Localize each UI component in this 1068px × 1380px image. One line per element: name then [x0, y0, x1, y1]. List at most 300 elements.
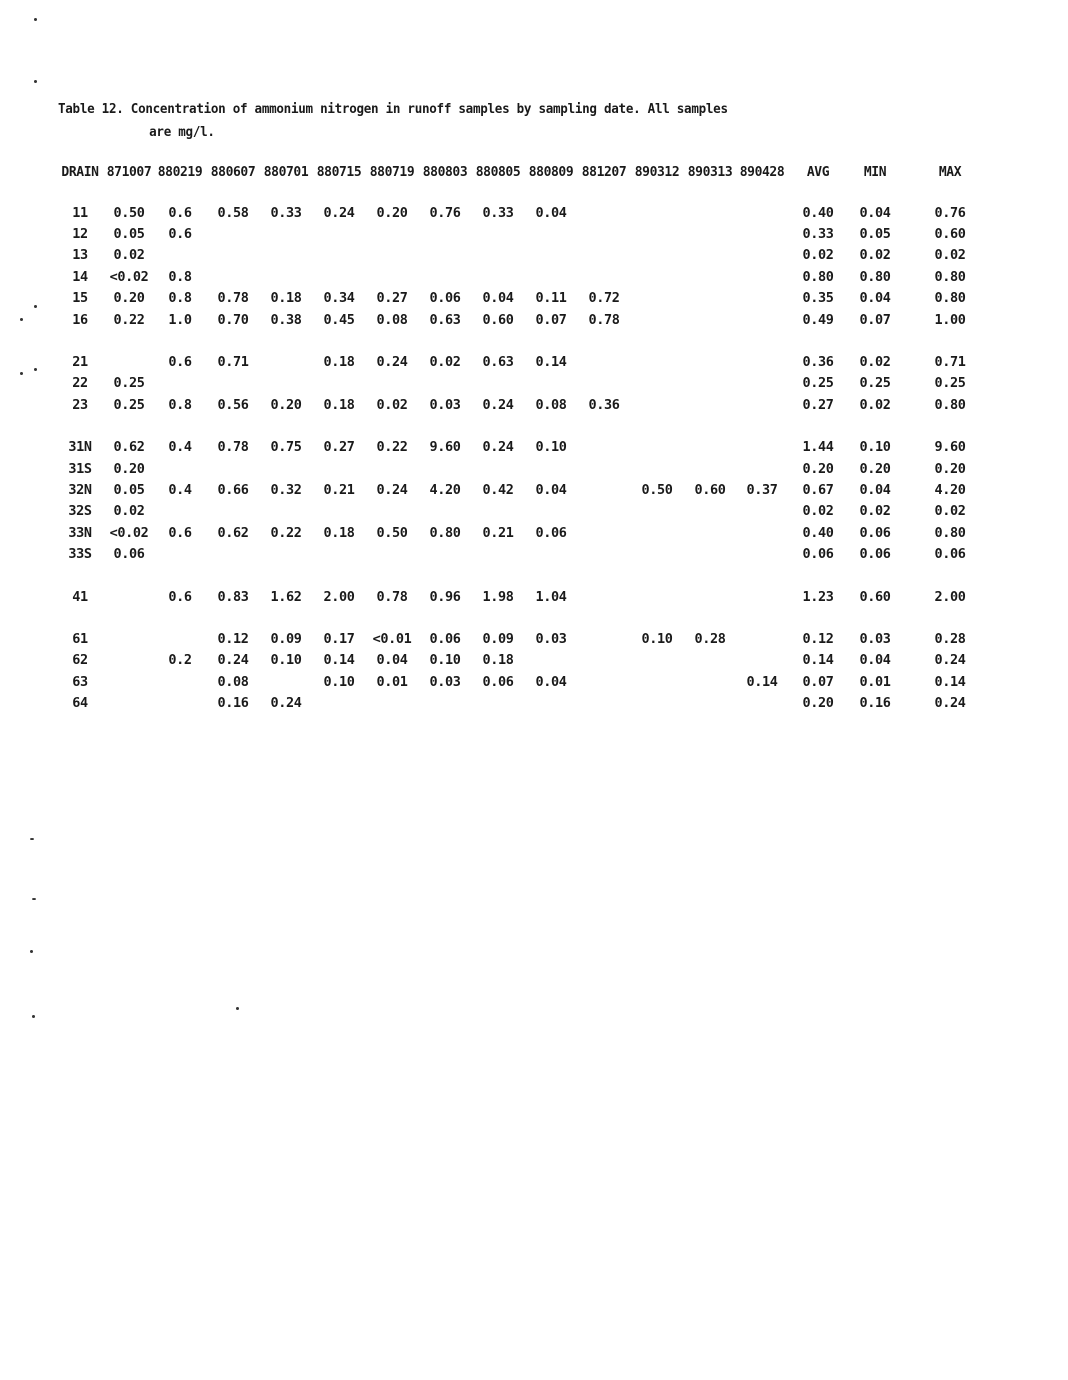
drain-id-cell: 62	[72, 652, 88, 669]
scan-speck	[20, 318, 23, 321]
value-cell: 0.38	[270, 311, 302, 328]
value-cell: 0.25	[113, 375, 145, 392]
column-header: 881207	[581, 164, 627, 180]
value-cell: 0.11	[535, 290, 567, 307]
table-row	[56, 522, 998, 543]
value-cell: 0.04	[482, 290, 514, 307]
value-cell: 0.83	[217, 588, 249, 605]
value-cell: 0.04	[376, 652, 408, 669]
value-cell	[736, 628, 788, 649]
caption-line-2: are mg/l.	[149, 124, 215, 140]
value-cell: 0.80	[859, 268, 891, 285]
value-cell	[684, 650, 736, 671]
value-cell: 0.24	[323, 204, 355, 221]
value-cell	[736, 692, 788, 713]
table-row	[56, 543, 998, 564]
table-row	[56, 479, 998, 500]
value-cell: 0.36	[588, 396, 620, 413]
column-header: 880607	[210, 164, 256, 180]
value-cell	[578, 479, 630, 500]
value-cell	[578, 650, 630, 671]
ammonium-nitrogen-table	[56, 160, 998, 714]
value-cell: 0.02	[934, 503, 966, 520]
table-row	[56, 373, 998, 394]
value-cell: 0.10	[641, 630, 673, 647]
value-cell: 0.24	[376, 481, 408, 498]
value-cell: 0.16	[859, 695, 891, 712]
value-cell: 0.20	[113, 460, 145, 477]
value-cell: 0.04	[859, 652, 891, 669]
spacer-cell	[56, 184, 998, 202]
table-row	[56, 223, 998, 244]
value-cell: 9.60	[429, 439, 461, 456]
value-cell: 4.20	[429, 481, 461, 498]
drain-id-cell: 31N	[68, 439, 92, 456]
value-cell	[684, 458, 736, 479]
value-cell	[418, 501, 472, 522]
value-cell: 0.28	[694, 630, 726, 647]
value-cell	[104, 671, 154, 692]
value-cell	[312, 692, 366, 713]
value-cell	[472, 543, 524, 564]
table-row	[56, 650, 998, 671]
value-cell: 0.27	[802, 396, 834, 413]
value-cell	[206, 458, 260, 479]
value-cell: 0.25	[113, 396, 145, 413]
value-cell	[366, 692, 418, 713]
value-cell: 0.45	[323, 311, 355, 328]
value-cell	[578, 245, 630, 266]
drain-id-cell: 22	[72, 375, 88, 392]
value-cell	[630, 288, 684, 309]
value-cell	[578, 351, 630, 372]
table-row	[56, 309, 998, 330]
value-cell	[630, 309, 684, 330]
value-cell	[472, 373, 524, 394]
value-cell	[206, 501, 260, 522]
value-cell: 0.28	[934, 630, 966, 647]
table-row	[56, 628, 998, 649]
value-cell: 0.80	[934, 268, 966, 285]
drain-id-cell: 32N	[68, 481, 92, 498]
value-cell: 0.42	[482, 481, 514, 498]
value-cell	[736, 501, 788, 522]
value-cell	[684, 437, 736, 458]
value-cell: 0.27	[376, 290, 408, 307]
value-cell: 0.05	[859, 226, 891, 243]
value-cell	[684, 586, 736, 607]
value-cell: 0.04	[535, 673, 567, 690]
value-cell: 0.60	[482, 311, 514, 328]
value-cell: 0.18	[323, 524, 355, 541]
value-cell: 0.03	[429, 396, 461, 413]
drain-id-cell: 63	[72, 673, 88, 690]
value-cell	[684, 202, 736, 223]
value-cell: 0.6	[168, 524, 192, 541]
value-cell: 0.67	[802, 481, 834, 498]
value-cell	[684, 522, 736, 543]
value-cell	[154, 373, 206, 394]
value-cell	[104, 692, 154, 713]
value-cell	[366, 266, 418, 287]
value-cell	[524, 266, 578, 287]
value-cell	[418, 458, 472, 479]
column-header: 890428	[739, 164, 785, 180]
value-cell	[104, 650, 154, 671]
value-cell: 0.04	[859, 204, 891, 221]
value-cell	[366, 458, 418, 479]
column-header: MIN	[863, 164, 887, 180]
table-row	[56, 692, 998, 713]
value-cell: 0.72	[588, 290, 620, 307]
value-cell	[630, 223, 684, 244]
value-cell	[684, 501, 736, 522]
value-cell	[260, 458, 312, 479]
value-cell	[260, 543, 312, 564]
column-header: 880805	[475, 164, 521, 180]
value-cell	[260, 266, 312, 287]
value-cell: 0.6	[168, 204, 192, 221]
value-cell	[312, 543, 366, 564]
value-cell: 0.78	[217, 439, 249, 456]
value-cell: 9.60	[934, 439, 966, 456]
value-cell: 0.04	[859, 481, 891, 498]
value-cell: 1.23	[802, 588, 834, 605]
value-cell: 0.78	[217, 290, 249, 307]
scan-speck	[34, 18, 37, 21]
value-cell: 0.18	[323, 396, 355, 413]
value-cell	[578, 223, 630, 244]
value-cell	[366, 501, 418, 522]
table-row	[56, 288, 998, 309]
scan-speck	[20, 372, 23, 375]
value-cell: 0.49	[802, 311, 834, 328]
value-cell: 0.20	[376, 204, 408, 221]
value-cell	[154, 501, 206, 522]
value-cell	[578, 266, 630, 287]
value-cell	[736, 309, 788, 330]
value-cell: 0.02	[859, 354, 891, 371]
value-cell: 0.14	[323, 652, 355, 669]
value-cell: 0.25	[934, 375, 966, 392]
column-header: 880809	[528, 164, 574, 180]
table-row	[56, 351, 998, 372]
value-cell: 0.01	[376, 673, 408, 690]
value-cell	[736, 458, 788, 479]
drain-id-cell: 15	[72, 290, 88, 307]
column-header: 880701	[263, 164, 309, 180]
value-cell	[736, 266, 788, 287]
value-cell	[260, 501, 312, 522]
value-cell: 0.08	[376, 311, 408, 328]
value-cell: 0.20	[113, 290, 145, 307]
value-cell: 0.80	[934, 290, 966, 307]
value-cell: 0.66	[217, 481, 249, 498]
value-cell: 0.18	[270, 290, 302, 307]
value-cell: 1.04	[535, 588, 567, 605]
value-cell: 0.08	[535, 396, 567, 413]
value-cell	[736, 288, 788, 309]
value-cell	[366, 373, 418, 394]
group-spacer	[56, 607, 998, 628]
value-cell: 0.02	[934, 247, 966, 264]
value-cell: 2.00	[323, 588, 355, 605]
scan-speck	[32, 1015, 35, 1018]
value-cell: 0.06	[934, 546, 966, 563]
value-cell: 0.96	[429, 588, 461, 605]
value-cell: 0.12	[217, 630, 249, 647]
value-cell: 0.21	[323, 481, 355, 498]
value-cell: 0.33	[270, 204, 302, 221]
table-row	[56, 394, 998, 415]
column-header: 890312	[634, 164, 680, 180]
value-cell: 0.07	[535, 311, 567, 328]
table-body	[56, 184, 998, 714]
value-cell	[260, 373, 312, 394]
value-cell	[684, 266, 736, 287]
value-cell: 0.20	[270, 396, 302, 413]
value-cell: 0.09	[270, 630, 302, 647]
value-cell: 0.18	[482, 652, 514, 669]
value-cell: 0.50	[113, 204, 145, 221]
value-cell: 0.02	[859, 503, 891, 520]
column-header: AVG	[806, 164, 830, 180]
value-cell: <0.02	[109, 524, 149, 541]
value-cell	[630, 586, 684, 607]
column-header: 880719	[369, 164, 415, 180]
value-cell	[630, 501, 684, 522]
value-cell	[418, 543, 472, 564]
column-header: 871007	[106, 164, 152, 180]
value-cell	[312, 373, 366, 394]
value-cell: 0.71	[217, 354, 249, 371]
value-cell: 0.04	[859, 290, 891, 307]
value-cell	[312, 501, 366, 522]
value-cell: 0.02	[113, 247, 145, 264]
value-cell: 1.44	[802, 439, 834, 456]
value-cell: 4.20	[934, 481, 966, 498]
value-cell	[736, 373, 788, 394]
value-cell: 0.02	[113, 503, 145, 520]
value-cell	[154, 671, 206, 692]
value-cell: 0.8	[168, 290, 192, 307]
value-cell: 0.14	[802, 652, 834, 669]
value-cell	[524, 223, 578, 244]
value-cell: 0.02	[376, 396, 408, 413]
drain-id-cell: 21	[72, 354, 88, 371]
drain-id-cell: 61	[72, 630, 88, 647]
table-row	[56, 671, 998, 692]
value-cell	[736, 586, 788, 607]
value-cell	[312, 458, 366, 479]
value-cell: 0.40	[802, 524, 834, 541]
value-cell	[578, 671, 630, 692]
table-row	[56, 266, 998, 287]
value-cell: 0.40	[802, 204, 834, 221]
value-cell	[630, 458, 684, 479]
value-cell	[472, 266, 524, 287]
scan-speck	[30, 950, 33, 953]
value-cell: 0.60	[859, 588, 891, 605]
value-cell	[630, 543, 684, 564]
drain-id-cell: 13	[72, 247, 88, 264]
value-cell	[684, 394, 736, 415]
value-cell	[366, 223, 418, 244]
group-spacer	[56, 330, 998, 351]
value-cell	[418, 692, 472, 713]
value-cell: 0.24	[934, 695, 966, 712]
value-cell: 0.10	[859, 439, 891, 456]
table-row	[56, 501, 998, 522]
value-cell	[154, 692, 206, 713]
value-cell	[578, 692, 630, 713]
table-header-row	[56, 160, 998, 184]
spacer-cell	[56, 607, 998, 628]
value-cell: 0.25	[802, 375, 834, 392]
value-cell: 1.00	[934, 311, 966, 328]
value-cell	[578, 628, 630, 649]
value-cell	[260, 245, 312, 266]
value-cell: 0.35	[802, 290, 834, 307]
value-cell: 1.62	[270, 588, 302, 605]
value-cell: 0.34	[323, 290, 355, 307]
value-cell: 0.4	[168, 481, 192, 498]
value-cell	[578, 202, 630, 223]
value-cell: 0.8	[168, 268, 192, 285]
value-cell: 0.06	[429, 290, 461, 307]
value-cell: 0.62	[113, 439, 145, 456]
value-cell: 0.78	[376, 588, 408, 605]
value-cell: <0.02	[109, 268, 149, 285]
table-row	[56, 586, 998, 607]
value-cell	[578, 458, 630, 479]
value-cell	[104, 586, 154, 607]
value-cell: 0.80	[429, 524, 461, 541]
value-cell: 0.10	[270, 652, 302, 669]
column-header: MAX	[938, 164, 962, 180]
value-cell: 0.24	[217, 652, 249, 669]
value-cell: 0.50	[641, 481, 673, 498]
value-cell	[630, 394, 684, 415]
value-cell	[260, 351, 312, 372]
scan-speck	[34, 305, 37, 308]
value-cell: 0.37	[746, 481, 778, 498]
value-cell: 0.16	[217, 695, 249, 712]
value-cell: 1.98	[482, 588, 514, 605]
drain-id-cell: 16	[72, 311, 88, 328]
value-cell	[736, 245, 788, 266]
value-cell: 0.24	[934, 652, 966, 669]
value-cell	[578, 501, 630, 522]
value-cell: 0.36	[802, 354, 834, 371]
value-cell	[630, 351, 684, 372]
value-cell: 0.20	[802, 695, 834, 712]
value-cell	[154, 245, 206, 266]
value-cell: 0.80	[934, 396, 966, 413]
drain-id-cell: 32S	[68, 503, 92, 520]
drain-id-cell: 14	[72, 268, 88, 285]
value-cell: 1.0	[168, 311, 192, 328]
value-cell: 0.20	[802, 460, 834, 477]
scan-speck	[32, 898, 36, 900]
value-cell: 0.10	[323, 673, 355, 690]
value-cell: 0.6	[168, 354, 192, 371]
value-cell	[418, 223, 472, 244]
value-cell: 0.60	[694, 481, 726, 498]
value-cell: 0.04	[535, 481, 567, 498]
value-cell: 0.24	[482, 396, 514, 413]
value-cell: 0.62	[217, 524, 249, 541]
drain-id-cell: 11	[72, 204, 88, 221]
value-cell: 0.12	[802, 630, 834, 647]
value-cell	[630, 671, 684, 692]
value-cell: 0.6	[168, 226, 192, 243]
value-cell: 0.02	[859, 247, 891, 264]
value-cell	[524, 692, 578, 713]
value-cell: 0.24	[376, 354, 408, 371]
value-cell: 0.06	[429, 630, 461, 647]
value-cell	[418, 373, 472, 394]
value-cell: 0.01	[859, 673, 891, 690]
value-cell: 0.02	[802, 503, 834, 520]
value-cell: 0.32	[270, 481, 302, 498]
value-cell	[312, 266, 366, 287]
drain-id-cell: 33S	[68, 546, 92, 563]
scan-speck	[236, 1007, 239, 1010]
value-cell	[630, 373, 684, 394]
value-cell: 0.14	[535, 354, 567, 371]
value-cell	[154, 543, 206, 564]
value-cell: 0.78	[588, 311, 620, 328]
value-cell	[736, 394, 788, 415]
value-cell: 0.25	[859, 375, 891, 392]
value-cell: 0.06	[482, 673, 514, 690]
value-cell: 0.06	[802, 546, 834, 563]
scan-speck	[30, 838, 34, 840]
value-cell	[312, 245, 366, 266]
value-cell	[104, 628, 154, 649]
value-cell	[206, 266, 260, 287]
drain-id-cell: 64	[72, 695, 88, 712]
value-cell	[736, 522, 788, 543]
value-cell: 0.80	[934, 524, 966, 541]
table-row	[56, 437, 998, 458]
value-cell: 0.10	[429, 652, 461, 669]
value-cell: 0.24	[270, 695, 302, 712]
value-cell	[630, 522, 684, 543]
value-cell	[684, 309, 736, 330]
column-header: 890313	[687, 164, 733, 180]
value-cell	[684, 692, 736, 713]
value-cell: 0.27	[323, 439, 355, 456]
value-cell: 0.09	[482, 630, 514, 647]
column-header: 880715	[316, 164, 362, 180]
spacer-cell	[56, 565, 998, 586]
value-cell	[736, 650, 788, 671]
value-cell	[312, 223, 366, 244]
value-cell: 0.22	[113, 311, 145, 328]
drain-id-cell: 12	[72, 226, 88, 243]
value-cell: 0.56	[217, 396, 249, 413]
value-cell	[684, 373, 736, 394]
value-cell	[684, 223, 736, 244]
value-cell	[472, 245, 524, 266]
value-cell	[206, 373, 260, 394]
value-cell	[524, 650, 578, 671]
value-cell: 0.22	[270, 524, 302, 541]
value-cell	[736, 202, 788, 223]
value-cell: 0.22	[376, 439, 408, 456]
